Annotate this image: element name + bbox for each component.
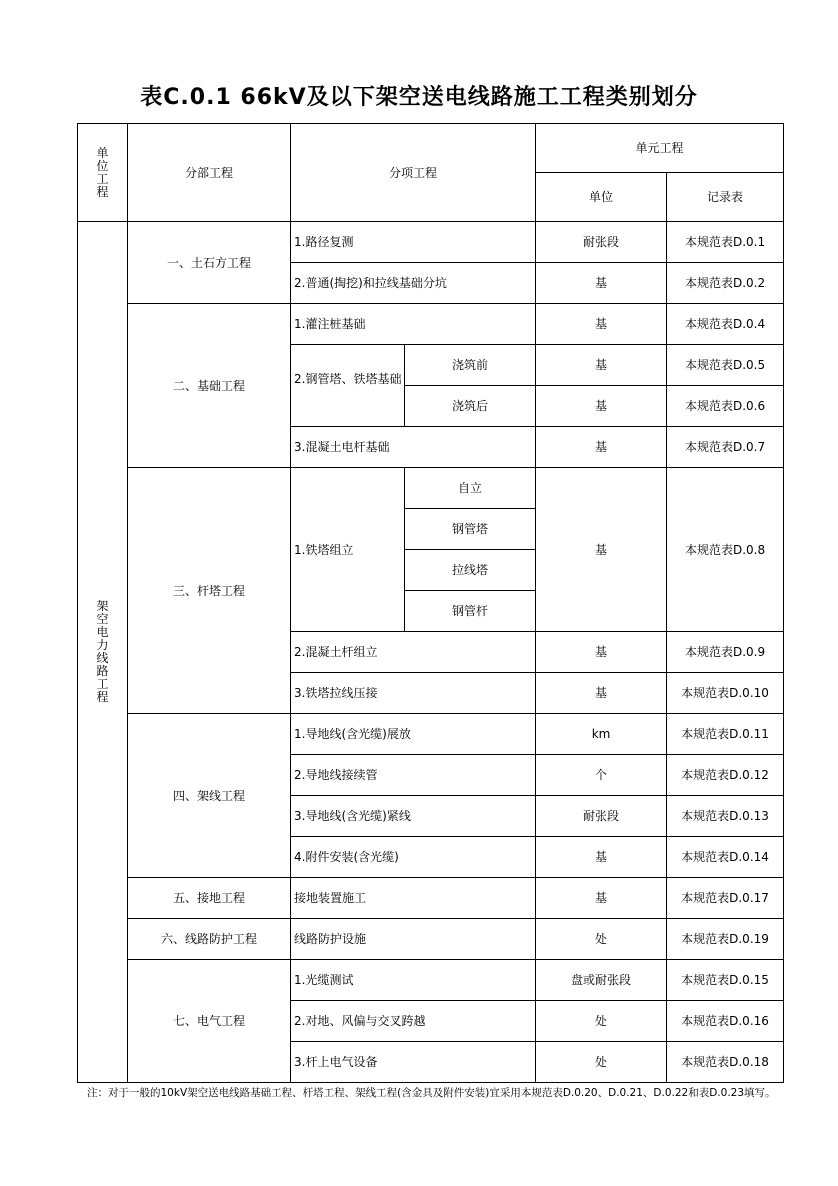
- subitem-cell: 接地装置施工: [291, 878, 536, 919]
- unit-cell: 基: [536, 263, 667, 304]
- subitem-cell: 3.混凝土电杆基础: [291, 427, 536, 468]
- subitem-cell: 1.路径复测: [291, 222, 536, 263]
- subitem-cell: 2.混凝土杆组立: [291, 632, 536, 673]
- record-cell: 本规范表D.0.2: [667, 263, 784, 304]
- table-row: [78, 960, 784, 1001]
- record-cell: 本规范表D.0.8: [667, 468, 784, 632]
- unit-cell: 基: [536, 345, 667, 386]
- subitem-cell: 1.灌注桩基础: [291, 304, 536, 345]
- record-cell: 本规范表D.0.15: [667, 960, 784, 1001]
- division-cell: 二、基础工程: [128, 304, 291, 468]
- unit-project-cell: 架空电力线路工程: [78, 222, 128, 1083]
- record-cell: 本规范表D.0.13: [667, 796, 784, 837]
- subitem-cell: 1.导地线(含光缆)展放: [291, 714, 536, 755]
- record-cell: 本规范表D.0.1: [667, 222, 784, 263]
- unit-cell: 基: [536, 673, 667, 714]
- header-row: [78, 124, 784, 173]
- record-cell: 本规范表D.0.5: [667, 345, 784, 386]
- unit-cell: 基: [536, 386, 667, 427]
- unit-cell: 处: [536, 1001, 667, 1042]
- division-cell: 四、架线工程: [128, 714, 291, 878]
- subitem-type-cell: 自立: [405, 468, 536, 509]
- subitem-cell: 2.钢管塔、铁塔基础: [291, 345, 405, 427]
- header-unit: 单位: [536, 173, 667, 222]
- header-record: 记录表: [667, 173, 784, 222]
- unit-cell: 处: [536, 919, 667, 960]
- record-cell: 本规范表D.0.16: [667, 1001, 784, 1042]
- table-row: [78, 304, 784, 345]
- table-row: [78, 919, 784, 960]
- subitem-type-cell: 拉线塔: [405, 550, 536, 591]
- subitem-stage-cell: 浇筑前: [405, 345, 536, 386]
- unit-cell: 基: [536, 304, 667, 345]
- table-row: [78, 714, 784, 755]
- unit-cell: 耐张段: [536, 222, 667, 263]
- unit-cell: 基: [536, 427, 667, 468]
- unit-cell: 处: [536, 1042, 667, 1083]
- division-cell: 一、土石方工程: [128, 222, 291, 304]
- subitem-cell: 2.导地线接续管: [291, 755, 536, 796]
- table-row: [78, 468, 784, 509]
- unit-cell: 盘或耐张段: [536, 960, 667, 1001]
- record-cell: 本规范表D.0.18: [667, 1042, 784, 1083]
- page-title: 表C.0.1 66kV及以下架空送电线路施工工程类别划分: [140, 85, 698, 110]
- unit-cell: km: [536, 714, 667, 755]
- subitem-cell: 4.附件安装(含光缆): [291, 837, 536, 878]
- unit-cell: 基: [536, 468, 667, 632]
- subitem-cell: 3.杆上电气设备: [291, 1042, 536, 1083]
- division-cell: 三、杆塔工程: [128, 468, 291, 714]
- record-cell: 本规范表D.0.14: [667, 837, 784, 878]
- table-row: [78, 878, 784, 919]
- record-cell: 本规范表D.0.6: [667, 386, 784, 427]
- subitem-type-cell: 钢管塔: [405, 509, 536, 550]
- record-cell: 本规范表D.0.9: [667, 632, 784, 673]
- subitem-type-cell: 钢管杆: [405, 591, 536, 632]
- division-cell: 七、电气工程: [128, 960, 291, 1083]
- unit-cell: 基: [536, 878, 667, 919]
- subitem-cell: 1.铁塔组立: [291, 468, 405, 632]
- header-subitem: 分项工程: [291, 124, 536, 222]
- record-cell: 本规范表D.0.4: [667, 304, 784, 345]
- header-division: 分部工程: [128, 124, 291, 222]
- header-unit-project: 单位工程: [78, 124, 128, 222]
- subitem-cell: 1.光缆测试: [291, 960, 536, 1001]
- record-cell: 本规范表D.0.19: [667, 919, 784, 960]
- record-cell: 本规范表D.0.7: [667, 427, 784, 468]
- division-cell: 六、线路防护工程: [128, 919, 291, 960]
- unit-cell: 基: [536, 837, 667, 878]
- table-note: 注：对于一般的10kV架空送电线路基础工程、杆塔工程、架线工程(含金具及附件安装)宜采用本规范表D.0.20、D.0.21、D.0.22和表D.0.23填写。: [87, 1087, 776, 1099]
- record-cell: 本规范表D.0.10: [667, 673, 784, 714]
- subitem-cell: 3.导地线(含光缆)紧线: [291, 796, 536, 837]
- unit-cell: 耐张段: [536, 796, 667, 837]
- unit-cell: 基: [536, 632, 667, 673]
- subitem-cell: 2.对地、风偏与交叉跨越: [291, 1001, 536, 1042]
- record-cell: 本规范表D.0.11: [667, 714, 784, 755]
- subitem-cell: 2.普通(掏挖)和拉线基础分坑: [291, 263, 536, 304]
- header-cell-project: 单元工程: [536, 124, 784, 173]
- subitem-stage-cell: 浇筑后: [405, 386, 536, 427]
- subitem-cell: 线路防护设施: [291, 919, 536, 960]
- classification-table: [77, 123, 784, 1083]
- record-cell: 本规范表D.0.17: [667, 878, 784, 919]
- record-cell: 本规范表D.0.12: [667, 755, 784, 796]
- table-row: [78, 222, 784, 263]
- unit-cell: 个: [536, 755, 667, 796]
- division-cell: 五、接地工程: [128, 878, 291, 919]
- subitem-cell: 3.铁塔拉线压接: [291, 673, 536, 714]
